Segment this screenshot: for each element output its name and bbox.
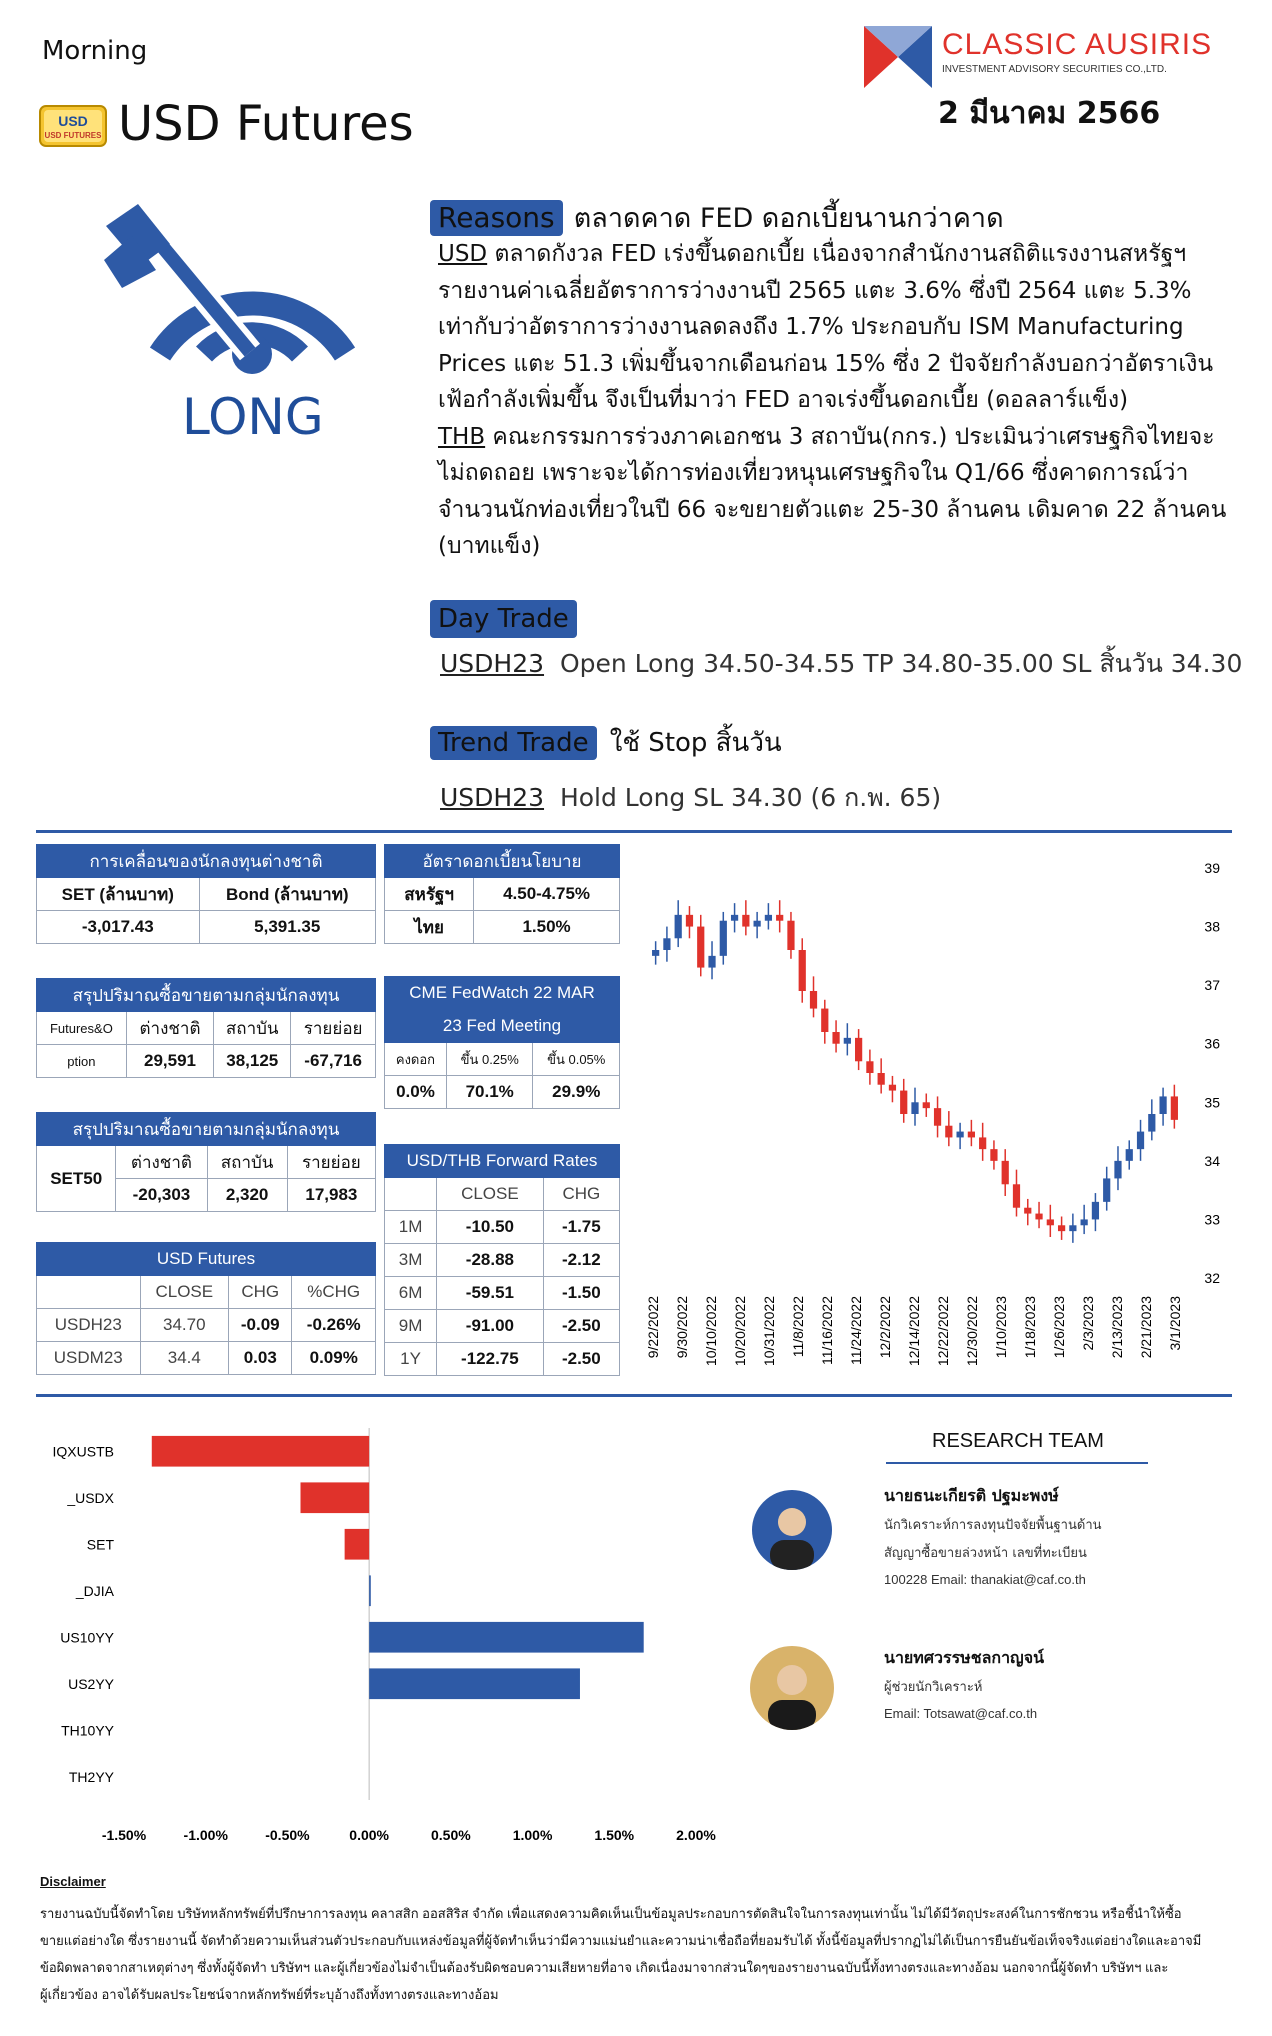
candle-body: [765, 915, 772, 921]
x-tick-label: 11/8/2022: [790, 1296, 806, 1358]
bar: [369, 1668, 580, 1699]
morning-label: Morning: [42, 36, 148, 66]
set50-investor-table: สรุปปริมาณซื้อขายตามกลุ่มนักลงทุน SET50 ต่างชาติ สถาบัน รายย่อย -20,303 2,320 17,983: [36, 1112, 376, 1212]
bar-category-label: TH10YY: [61, 1722, 114, 1739]
bar-category-label: US10YY: [60, 1629, 114, 1646]
usd-futures-table: USD Futures CLOSE CHG %CHG USDH23 34.70 -0.09 -0.26% USDM23 34.4 0.03 0.09%: [36, 1242, 376, 1375]
candle-body: [1137, 1132, 1144, 1150]
candle-body: [900, 1091, 907, 1114]
policy-rate-table: อัตราดอกเบี้ยนโยบาย สหรัฐฯ 4.50-4.75% ไทย 1.50%: [384, 844, 620, 944]
candle-body: [889, 1085, 896, 1091]
candle-body: [979, 1137, 986, 1149]
y-tick-label: 35: [1204, 1094, 1220, 1111]
x-tick-label: 12/2/2022: [877, 1296, 893, 1359]
x-tick-label: 9/30/2022: [674, 1296, 690, 1359]
candle-body: [878, 1073, 885, 1085]
fedwatch-table: CME FedWatch 22 MAR 23 Fed Meeting คงดอก ขึ้น 0.25% ขึ้น 0.05% 0.0% 70.1% 29.9%: [384, 976, 620, 1109]
reason-line: THB คณะกรรมการร่วงภาคเอกชน 3 สถาบัน(กกร.) ประเมินว่าเศรษฐกิจไทยจะ: [438, 423, 1215, 450]
bar-category-label: _DJIA: [75, 1582, 114, 1599]
x-tick-label: 1.50%: [594, 1827, 635, 1843]
candle-body: [1081, 1219, 1088, 1225]
x-tick-label: -0.50%: [265, 1827, 310, 1843]
candle-body: [1069, 1225, 1076, 1231]
bar-category-label: TH2YY: [68, 1768, 114, 1785]
candle-body: [990, 1149, 997, 1161]
candle-body: [1148, 1114, 1155, 1132]
candle-body: [1058, 1225, 1065, 1231]
trend-trade-label: Trend Trade: [430, 726, 597, 760]
candle-body: [1171, 1096, 1178, 1119]
x-tick-label: 1/18/2023: [1022, 1296, 1038, 1359]
x-tick-label: 2/13/2023: [1109, 1296, 1125, 1359]
bar-category-label: US2YY: [68, 1675, 114, 1692]
x-tick-label: 11/16/2022: [819, 1296, 835, 1366]
reasons-label: Reasons: [430, 200, 563, 236]
reason-line: Prices แตะ 51.3 เพิ่มขึ้นจากเดือนก่อน 15% ซึ่ง 2 ปัจจัยกำลังบอกว่าอัตราเงิน: [438, 350, 1214, 377]
tfex-investor-table: สรุปปริมาณซื้อขายตามกลุ่มนักลงทุน Futures&O ต่างชาติ สถาบัน รายย่อย ption 29,591 38,125 -67,716: [36, 978, 376, 1078]
x-tick-label: 2/21/2023: [1138, 1296, 1154, 1359]
svg-text:USD FUTURES: USD FUTURES: [44, 131, 102, 140]
candle-body: [844, 1038, 851, 1044]
candle-body: [855, 1038, 862, 1061]
candle-body: [1159, 1096, 1166, 1114]
bar: [369, 1622, 644, 1653]
candle-body: [787, 921, 794, 950]
company-name: CLASSIC AUSIRIS: [942, 28, 1213, 61]
reason-line: เท่ากับว่าอัตราการว่างงานลดลงถึง 1.7% ประกอบกับ ISM Manufacturing: [438, 314, 1184, 340]
candle-body: [934, 1108, 941, 1126]
svg-text:USD: USD: [58, 113, 88, 129]
candle-body: [720, 921, 727, 956]
candle-body: [686, 915, 693, 927]
trend-trade-note: ใช้ Stop สิ้นวัน: [609, 728, 782, 758]
candle-body: [663, 938, 670, 950]
candle-body: [1047, 1219, 1054, 1225]
x-tick-label: 1/26/2023: [1051, 1296, 1067, 1359]
y-tick-label: 34: [1204, 1152, 1220, 1169]
candle-body: [708, 956, 715, 968]
x-tick-label: 2.00%: [676, 1827, 716, 1843]
x-tick-label: 9/22/2022: [645, 1296, 661, 1359]
y-tick-label: 39: [1204, 860, 1220, 876]
reasons-headline: ตลาดคาด FED ดอกเบี้ยนานกว่าคาด: [573, 203, 1004, 234]
y-tick-label: 37: [1204, 977, 1220, 994]
candle-body: [832, 1032, 839, 1044]
member-contact: Email: Totsawat@caf.co.th: [884, 1706, 1038, 1721]
section-divider: [36, 830, 1232, 833]
research-divider: [886, 1462, 1148, 1464]
usd-futures-logo-icon: [38, 104, 108, 148]
x-tick-label: 0.00%: [349, 1827, 389, 1843]
candle-body: [968, 1132, 975, 1138]
x-tick-label: 0.50%: [431, 1827, 471, 1843]
x-tick-label: -1.50%: [101, 1827, 147, 1843]
candle-body: [956, 1132, 963, 1138]
member-role: ผู้ช่วยนักวิเคราะห์: [884, 1680, 983, 1695]
candle-body: [1103, 1178, 1110, 1201]
candle-body: [945, 1126, 952, 1138]
day-trade-line: USDH23 Open Long 34.50-34.55 TP 34.80-35.00 SL สิ้นวัน 34.30: [440, 649, 1243, 678]
candle-body: [1002, 1161, 1009, 1184]
member-name: นายทศวรรษชลกาญจน์: [884, 1648, 1044, 1667]
y-tick-label: 36: [1204, 1035, 1220, 1052]
foreign-flow-table: การเคลื่อนของนักลงทุนต่างชาติ SET (ล้านบาท) Bond (ล้านบาท) -3,017.43 5,391.35: [36, 844, 376, 944]
candle-body: [1035, 1214, 1042, 1220]
candle-body: [923, 1102, 930, 1108]
candle-body: [1024, 1208, 1031, 1214]
candle-body: [675, 915, 682, 938]
section-divider: [36, 1394, 1232, 1397]
forward-rates-table: USD/THB Forward Rates CLOSE CHG 1M -10.50 -1.75 3M -28.88 -2.12 6M -59.51 -1.50 9M -91.00 -2.50 1Y -122.75 -2.50: [384, 1144, 620, 1376]
usdthb-candlestick-chart: [640, 848, 1240, 1382]
candle-body: [911, 1102, 918, 1114]
company-logo: [862, 22, 934, 92]
report-date: 2 มีนาคม 2566: [938, 96, 1161, 131]
trend-trade-line: USDH23 Hold Long SL 34.30 (6 ก.พ. 65): [440, 783, 942, 812]
x-tick-label: 1/10/2023: [993, 1296, 1009, 1359]
candle-body: [799, 950, 806, 991]
reason-line: USD ตลาดกังวล FED เร่งขึ้นดอกเบี้ย เนื่องจากสำนักงานสถิติแรงงานสหรัฐฯ: [438, 241, 1187, 267]
y-tick-label: 32: [1204, 1270, 1220, 1286]
candle-body: [1013, 1184, 1020, 1207]
disclaimer-text: รายงานฉบับนี้จัดทำโดย บริษัทหลักทรัพย์ที่ปรึกษาการลงทุน คลาสสิก ออสสิริส จำกัด เพื่อแสดงความคิดเห็นเป็นข้อมูลประกอบการตัดสินใจในการลงทุนเท่านั้น ไม่ได้มีวัตถุประสงค์ในการชักชวน หรือชี้นำให้ซื้อ ขายแต่อย่างใด ซึ่งรายงานนี้ จัดทำด้วยความเห็นส่วนตัวประกอบกับแหล่งข้อมูลที่ผู้จัดทำเห็นว่ามีความแม่นยำและความน่าเชื่อถือที่ยอมรับได้ ทั้งนี้ข้อมูลที่ปรากฏไม่ได้เป็นการยืนยันข้อเท็จจริงแต่อย่างใดและอาจมี ข้อผิดพลาดจากสาเหตุต่างๆ ซึ่งทั้งผู้จัดทำ บริษัทฯ และผู้เกี่ยวข้องไม่จำเป็นต้องรับผิดชอบความเสียหายที่อาจ เกิดเนื่องมาจากส่วนใดๆของรายงานฉบับนี้ทั้งทางตรงและทางอ้อม นอกจากนี้ผู้จัดทำ บริษัทฯ และ ผู้เกี่ยวข้อง อาจได้รับผลประโยชน์จากหลักทรัพย์ที่ระบุอ้างถึงทั้งทางตรงและทางอ้อม: [40, 1906, 1202, 2002]
y-tick-label: 33: [1204, 1211, 1220, 1228]
y-tick-label: 38: [1204, 918, 1220, 935]
signal-label: LONG: [182, 388, 324, 446]
x-tick-label: 10/20/2022: [732, 1296, 748, 1367]
research-team-title: RESEARCH TEAM: [932, 1430, 1104, 1452]
bar-category-label: IQXUSTB: [52, 1443, 114, 1460]
bar-category-label: _USDX: [67, 1489, 114, 1506]
x-tick-label: 11/24/2022: [848, 1296, 864, 1366]
reason-line: รายงานค่าเฉลี่ยอัตราการว่างงานปี 2565 แตะ 3.6% ซึ่งปี 2564 แตะ 5.3%: [438, 277, 1192, 304]
candle-body: [1114, 1161, 1121, 1179]
candle-body: [776, 915, 783, 921]
candle-body: [810, 991, 817, 1009]
bar-category-label: SET: [86, 1536, 114, 1553]
day-trade-label: Day Trade: [430, 600, 577, 638]
bar: [152, 1436, 369, 1467]
reason-line: ไม่ถดถอย เพราะจะได้การท่องเที่ยวหนุนเศรษฐกิจใน Q1/66 ซึ่งคาดการณ์ว่า: [438, 460, 1189, 486]
reason-line: (บาทแข็ง): [438, 533, 541, 559]
candle-body: [821, 1009, 828, 1032]
member-contact: 100228 Email: thanakiat@caf.co.th: [884, 1572, 1086, 1587]
x-tick-label: 12/14/2022: [906, 1296, 922, 1367]
member-role: นักวิเคราะห์การลงทุนปัจจัยพื้นฐานด้าน: [884, 1518, 1102, 1533]
reason-line: เฟ้อกำลังเพิ่มขึ้น จึงเป็นที่มาว่า FED อาจเร่งขึ้นดอกเบี้ย (ดอลลาร์แข็ง): [438, 387, 1129, 413]
bar: [369, 1575, 371, 1606]
candle-body: [697, 927, 704, 968]
candle-body: [731, 915, 738, 921]
reason-line: จำนวนนักท่องเที่ยวในปี 66 จะขยายตัวแตะ 25-30 ล้านคน เดิมคาด 22 ล้านคน: [438, 496, 1227, 523]
bar: [345, 1529, 370, 1560]
member-role: สัญญาซื้อขายล่วงหน้า เลขที่ทะเบียน: [884, 1546, 1087, 1561]
x-tick-label: 1.00%: [512, 1827, 553, 1843]
candle-body: [866, 1061, 873, 1073]
x-tick-label: 10/10/2022: [703, 1296, 719, 1367]
candle-body: [742, 915, 749, 927]
x-tick-label: 12/30/2022: [964, 1296, 980, 1367]
x-tick-label: 2/3/2023: [1080, 1296, 1096, 1351]
x-tick-label: 10/31/2022: [761, 1296, 777, 1367]
bar: [301, 1482, 370, 1513]
candle-body: [652, 950, 659, 956]
candle-body: [754, 921, 761, 927]
avatar: [750, 1646, 834, 1730]
page-title: USD Futures: [118, 96, 414, 152]
avatar: [752, 1490, 832, 1570]
target-arrow-icon: [100, 204, 360, 394]
market-change-bar-chart: [36, 1420, 726, 1860]
candle-body: [1126, 1149, 1133, 1161]
company-subtitle: INVESTMENT ADVISORY SECURITIES CO.,LTD.: [942, 64, 1167, 75]
x-tick-label: 12/22/2022: [935, 1296, 951, 1367]
x-tick-label: 3/1/2023: [1167, 1296, 1183, 1351]
reasons-body: [438, 236, 1258, 565]
x-tick-label: -1.00%: [183, 1827, 228, 1843]
member-name: นายธนะเกียรติ ปฐมะพงษ์: [884, 1486, 1059, 1505]
candle-body: [1092, 1202, 1099, 1220]
disclaimer-title: Disclaimer: [40, 1874, 106, 1889]
